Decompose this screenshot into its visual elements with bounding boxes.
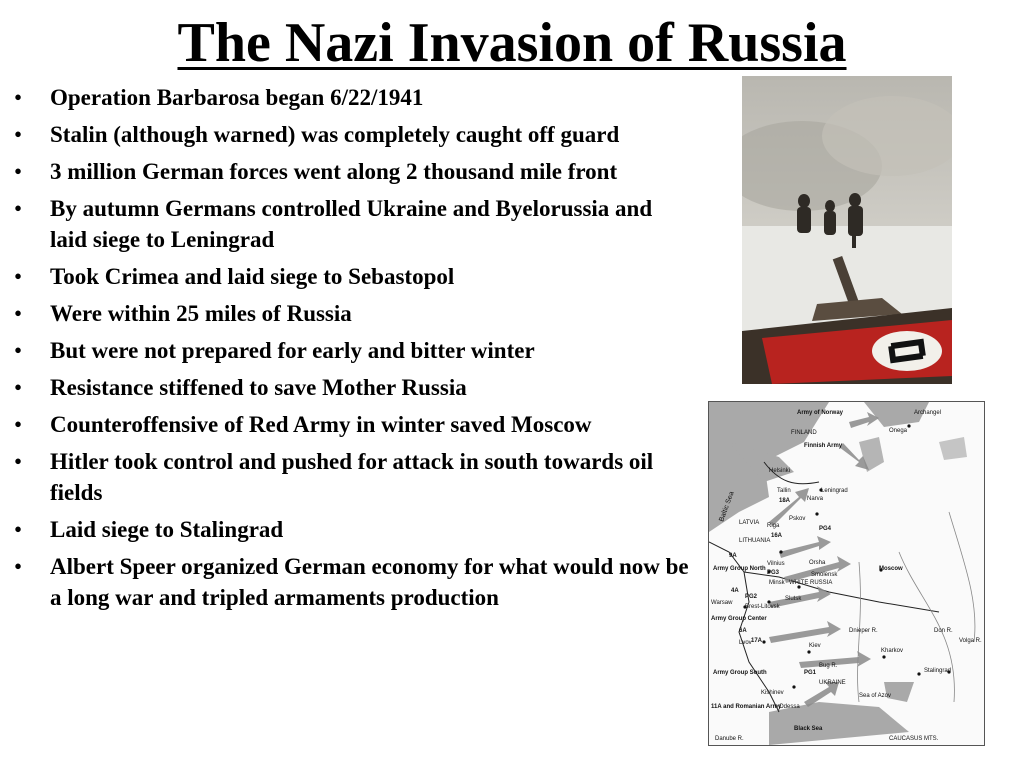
map-label: Danube R. <box>715 736 744 742</box>
invasion-map <box>708 401 985 746</box>
bullet-glyph: • <box>14 449 23 474</box>
map-label: PG4 <box>819 526 832 532</box>
map-label: Bug R. <box>819 663 838 669</box>
bullet-text: Counteroffensive of Red Army in winter saved Moscow <box>50 412 592 437</box>
map-label: Minsk <box>769 580 785 586</box>
map-label: 16A <box>771 533 783 539</box>
map-label: Lvov <box>739 640 752 646</box>
map-label: Leningrad <box>821 488 848 494</box>
map-label: Dnieper R. <box>849 628 878 634</box>
map-label: Army Group South <box>713 670 767 676</box>
map-label: Volga R. <box>959 638 982 644</box>
bullet-glyph: • <box>14 264 23 289</box>
map-label: Don R. <box>934 628 953 634</box>
bullet-glyph: • <box>14 301 23 326</box>
bullet-item <box>14 372 694 403</box>
bullet-item <box>14 156 694 187</box>
map-label: Archangel <box>914 410 942 416</box>
bullet-item <box>14 193 694 255</box>
map-label: PG1 <box>804 670 817 676</box>
bullet-text: Albert Speer organized German economy for what would now be a long war and tripled armaments production <box>50 554 689 610</box>
bullet-text: 3 million German forces went along 2 thousand mile front <box>50 159 618 184</box>
map-label: Narva <box>807 496 824 502</box>
bullet-item <box>14 335 694 366</box>
map-label: 6A <box>739 628 747 634</box>
bullet-item <box>14 551 694 613</box>
map-label: Odessa <box>779 704 800 710</box>
map-label: Brest-Litovsk <box>745 604 780 610</box>
map-illustration <box>709 402 984 745</box>
map-label: Vilnius <box>767 561 785 567</box>
bullet-glyph: • <box>14 554 23 579</box>
map-label: 9A <box>729 553 737 559</box>
bullet-item <box>14 514 694 545</box>
bullet-text: Took Crimea and laid siege to Sebastopol <box>50 264 455 289</box>
map-label: Army of Norway <box>797 410 844 416</box>
map-label: Pskov <box>789 516 806 522</box>
map-label: Baltic Sea <box>718 490 736 523</box>
map-label: PG2 <box>745 594 758 600</box>
bullet-glyph: • <box>14 412 23 437</box>
map-label: Onega <box>889 428 908 434</box>
map-label: LATVIA <box>739 520 760 526</box>
bullet-text: Operation Barbarosa began 6/22/1941 <box>50 85 424 110</box>
map-label: Kiev <box>809 643 821 649</box>
map-label: Tallin <box>777 488 791 494</box>
map-label: 4A <box>731 588 739 594</box>
bullet-text: Resistance stiffened to save Mother Russia <box>50 375 467 400</box>
map-label: Slutsk <box>785 596 802 602</box>
bullet-item <box>14 409 694 440</box>
bullet-text: Stalin (although warned) was completely caught off guard <box>50 122 620 147</box>
map-label: Stalingrad <box>924 668 952 674</box>
map-label: Army Group Center <box>711 616 767 622</box>
map-label: Warsaw <box>711 600 733 606</box>
map-label: FINLAND <box>791 430 817 436</box>
bullet-text: By autumn Germans controlled Ukraine and Byelorussia and laid siege to Leningrad <box>50 196 653 252</box>
map-label: Finnish Army <box>804 443 843 449</box>
bullet-glyph: • <box>14 517 23 542</box>
bullet-text: But were not prepared for early and bitter winter <box>50 338 535 363</box>
map-label: Kishinev <box>761 690 784 696</box>
map-label: 17A <box>751 638 763 644</box>
map-label: Army Group North <box>713 566 766 572</box>
bullet-item <box>14 446 694 508</box>
bullet-item <box>14 261 694 292</box>
slide-title: The Nazi Invasion of Russia <box>177 12 847 74</box>
map-label: CAUCASUS MTS. <box>889 736 939 742</box>
map-label: Riga <box>767 523 780 529</box>
map-label: Kharkov <box>881 648 904 654</box>
soldiers-tank-snow-photo <box>742 76 952 384</box>
bullet-text: Laid siege to Stalingrad <box>50 517 284 542</box>
bullet-item <box>14 298 694 329</box>
map-label: UKRAINE <box>819 680 846 686</box>
bullet-item <box>14 119 694 150</box>
bullet-text: Were within 25 miles of Russia <box>50 301 352 326</box>
map-label: LITHUANIA <box>739 538 771 544</box>
photo-illustration <box>742 76 952 384</box>
bullet-glyph: • <box>14 375 23 400</box>
bullet-glyph: • <box>14 122 23 147</box>
map-label: Smolensk <box>811 572 838 578</box>
map-label: Sea of Azov <box>859 693 892 699</box>
bullet-glyph: • <box>14 196 23 221</box>
map-label: WHITE RUSSIA <box>789 580 833 586</box>
bullet-glyph: • <box>14 338 23 363</box>
bullet-item <box>14 82 694 113</box>
bullet-glyph: • <box>14 159 23 184</box>
map-label: 11A and Romanian Army <box>711 704 782 710</box>
bullet-text: Hitler took control and pushed for attack in south towards oil fields <box>50 449 654 505</box>
map-label: Moscow <box>879 566 903 572</box>
bullet-glyph: • <box>14 85 23 110</box>
bullet-list <box>14 82 694 619</box>
map-label: Black Sea <box>794 726 823 732</box>
map-label: Helsinki <box>769 468 791 474</box>
map-label: Orsha <box>809 560 826 566</box>
map-label: PG3 <box>767 570 780 576</box>
map-label: 18A <box>779 498 791 504</box>
